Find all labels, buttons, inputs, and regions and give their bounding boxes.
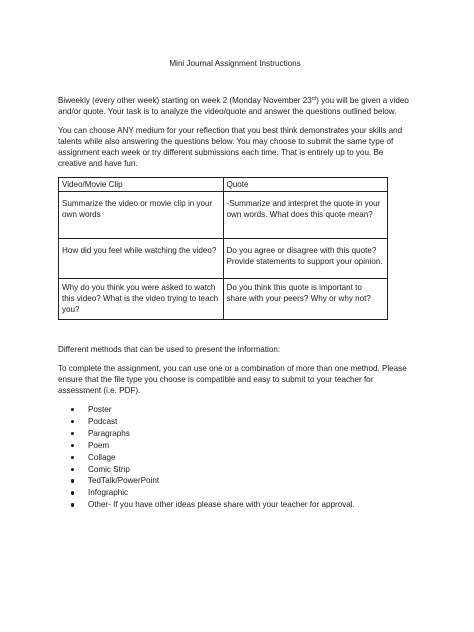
table-header-quote: Quote — [223, 178, 388, 192]
table-row — [59, 192, 388, 239]
intro-superscript: rd — [311, 96, 317, 102]
document-title: Mini Journal Assignment Instructions — [169, 59, 301, 68]
table-row — [59, 239, 388, 279]
table-cell-video: How did you feel while watching the video? — [59, 239, 224, 279]
table-cell-quote: -Summarize and interpret the quote in your own words. What does this quote mean? — [223, 192, 388, 239]
questions-table — [58, 177, 388, 320]
table-cell-quote: Do you think this quote is important to share with your peers? Why or why not? — [223, 279, 388, 320]
intro-text-end: ) you will be given a video and/or quote. Your task is to analyze the video/quote and answer the questions outlined below. — [58, 96, 409, 116]
table-header-video: Video/Movie Clip — [59, 178, 224, 192]
table-cell-quote: Do you agree or disagree with this quote? Provide statements to support your opinion. — [223, 239, 388, 279]
table-row — [59, 279, 388, 320]
methods-heading: Different methods that can be used to present the information: — [58, 345, 281, 354]
list-item: Collage — [88, 452, 412, 464]
table-cell-video: Why do you think you were asked to watch this video? What is the video trying to teach you? — [59, 279, 224, 320]
medium-paragraph: You can choose ANY medium for your reflection that you best think demonstrates your skills and talents while also answering the questions below. You may choose to submit the same type of assignment each week or try different submissions each time. That is entirely up to you. Be creative and have fun. — [58, 126, 403, 168]
list-item: Infographic — [88, 487, 412, 499]
list-item: TedTalk/PowerPoint — [88, 475, 412, 487]
list-item: Paragraphs — [88, 428, 412, 440]
table-cell-video: Summarize the video or movie clip in your own words — [59, 192, 224, 239]
methods-paragraph: To complete the assignment, you can use one or a combination of more than one method. Please ensure that the file type you choose is compatible and easy to submit to your teacher for assessment (i.e. PDF). — [58, 364, 407, 395]
list-item: Other- If you have other ideas please share with your teacher for approval. — [88, 499, 412, 511]
methods-list — [58, 404, 412, 511]
list-item: Comic Strip — [88, 464, 412, 476]
list-item: Poster — [88, 404, 412, 416]
table-header-row — [59, 178, 388, 192]
list-item: Podcast — [88, 416, 412, 428]
intro-text-start: Biweekly (every other week) starting on week 2 (Monday November 23 — [58, 96, 312, 105]
intro-paragraph — [58, 95, 412, 117]
list-item: Poem — [88, 440, 412, 452]
